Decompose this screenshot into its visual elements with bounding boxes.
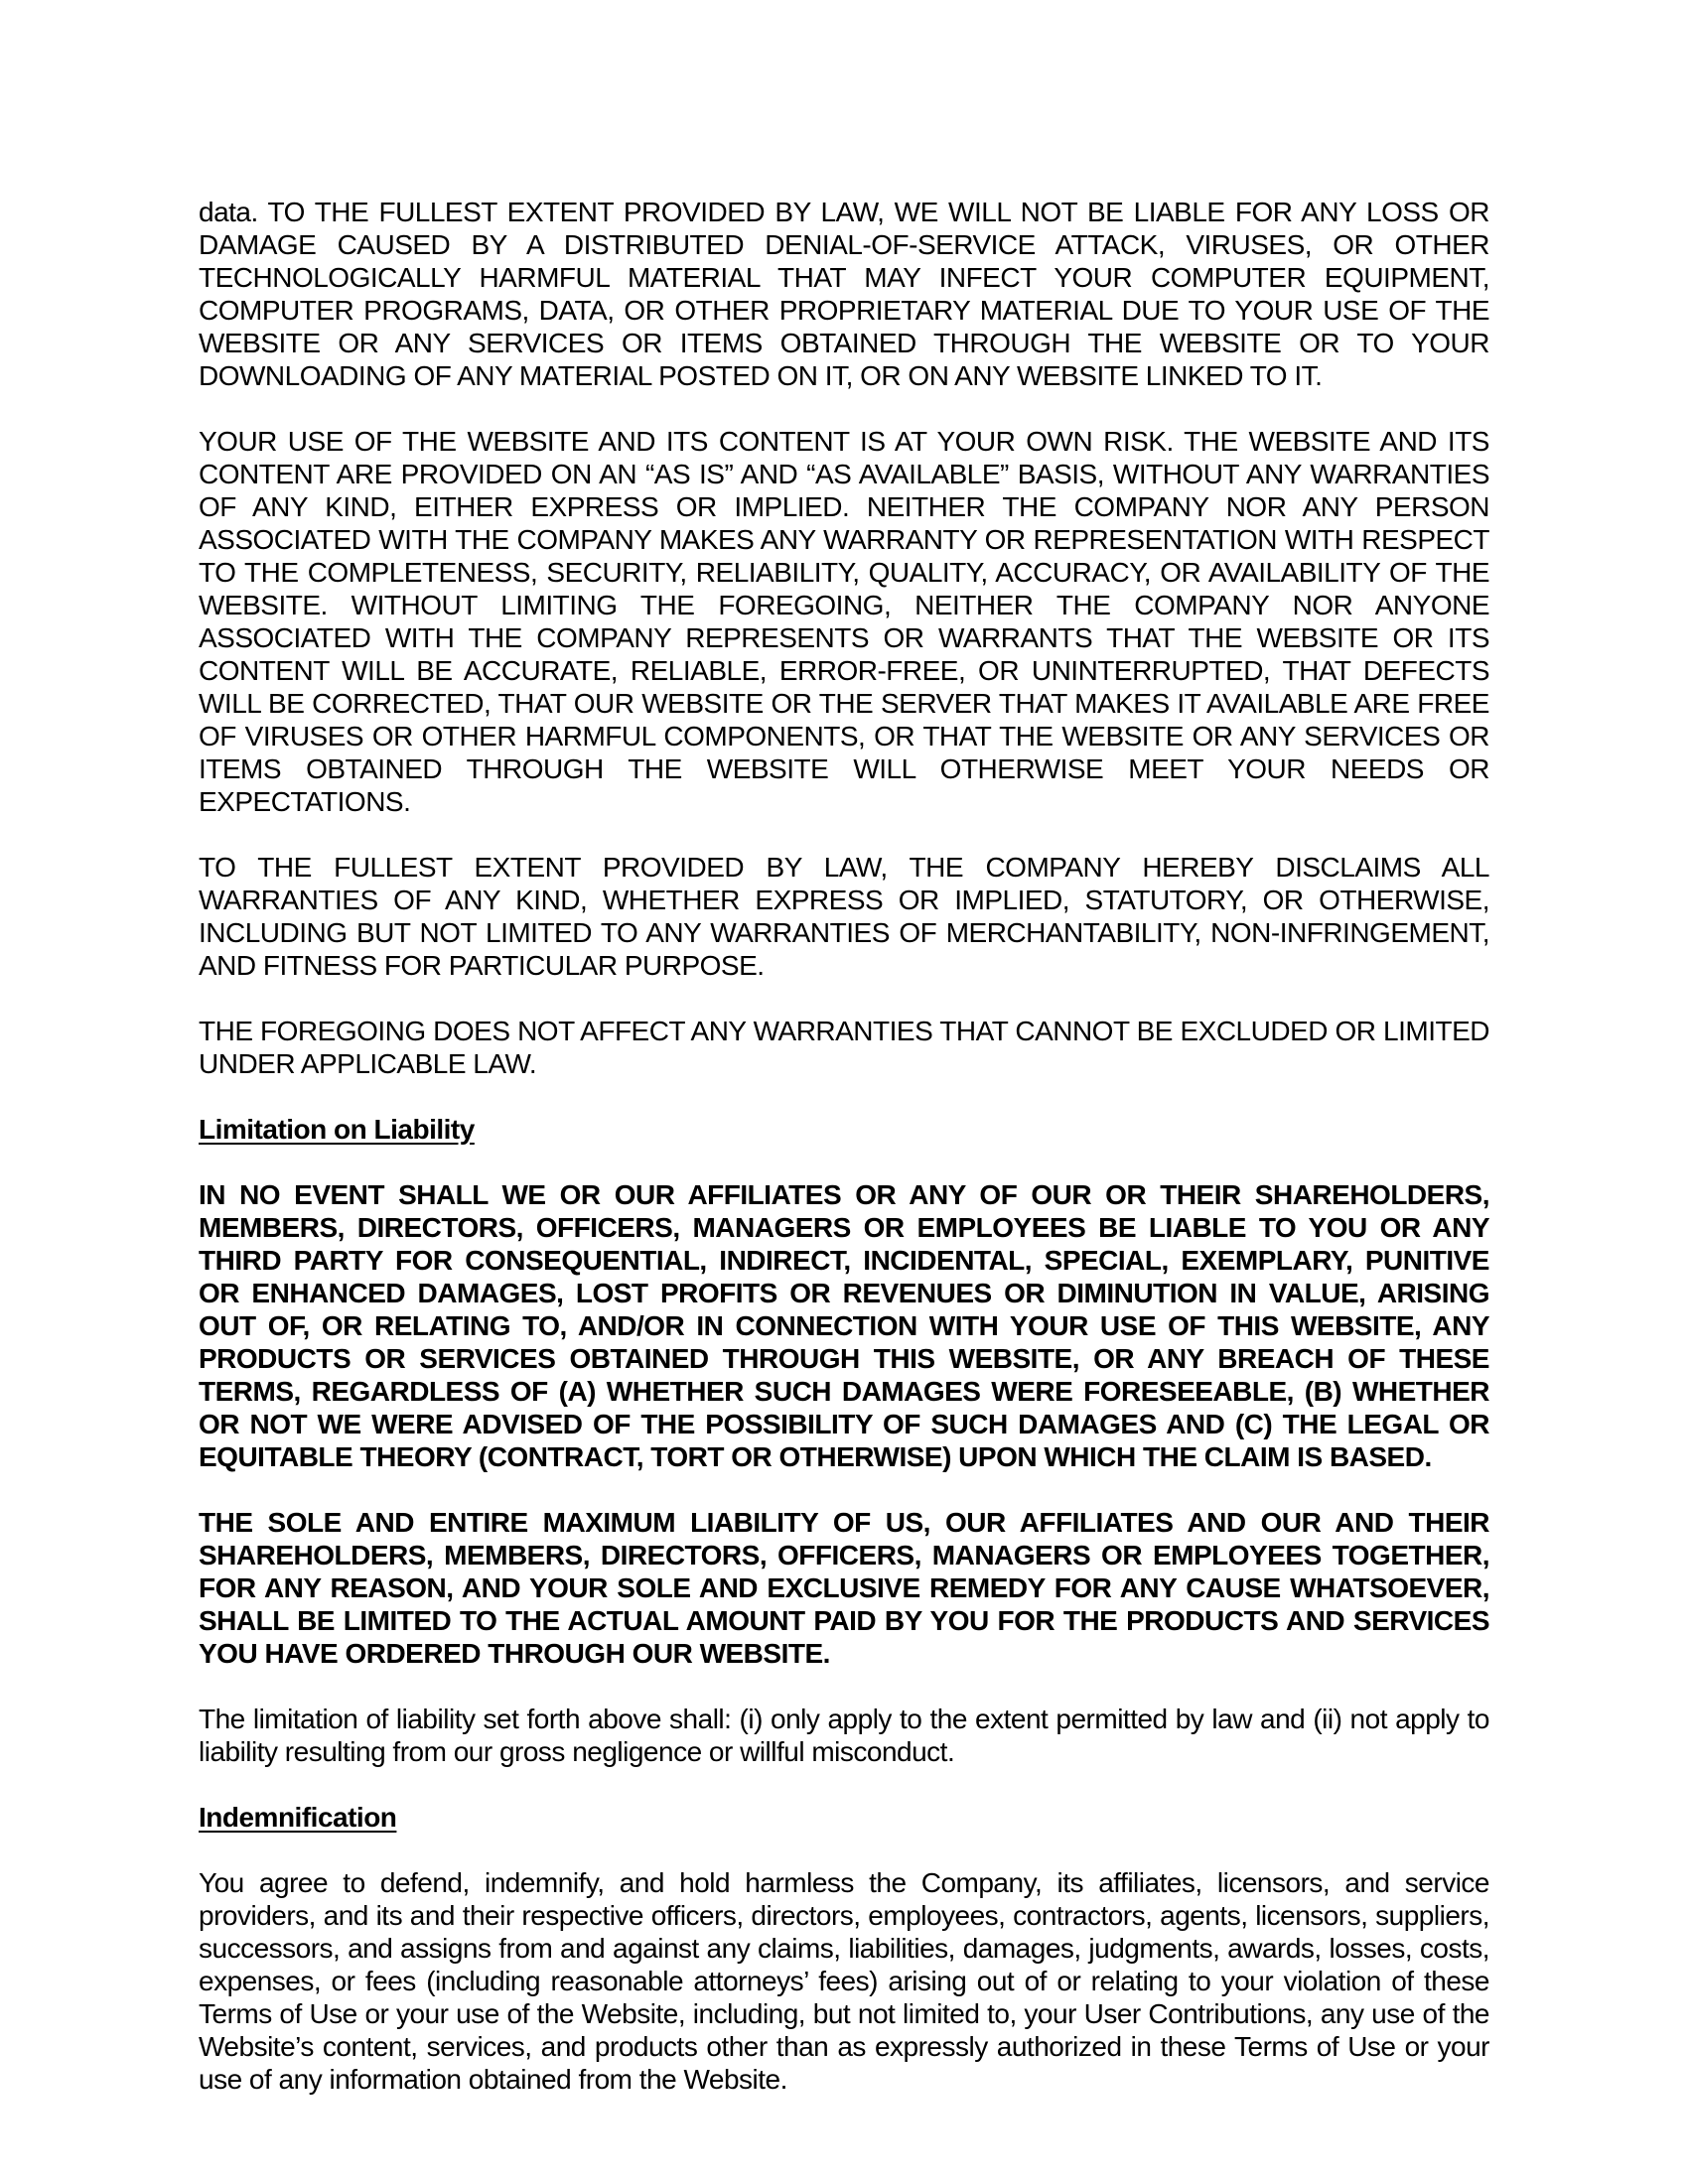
paragraph-no-event-liability: IN NO EVENT SHALL WE OR OUR AFFILIATES OR ANY OF OUR OR THEIR SHAREHOLDERS, MEMBERS, DIRECTORS, OFFICERS, MANAGERS OR EMPLOYEES BE LIABLE TO YOU OR ANY THIRD PARTY FOR CONSEQUENTIAL, INDIRECT, INCIDENTAL, SPECIAL, EXEMPLARY, PUNITIVE OR ENHANCED DAMAGES, LOST PROFITS OR REVENUES OR DIMINUTION IN VALUE, ARISING OUT OF, OR RELATING TO, AND/OR IN CONNECTION WITH YOUR USE OF THIS WEBSITE, ANY PRODUCTS OR SERVICES OBTAINED THROUGH THIS WEBSITE, OR ANY BREACH OF THESE TERMS, REGARDLESS OF (A) WHETHER SUCH DAMAGES WERE FORESEEABLE, (B) WHETHER OR NOT WE WERE ADVISED OF THE POSSIBILITY OF SUCH DAMAGES AND (C) THE LEGAL OR EQUITABLE THEORY (CONTRACT, TORT OR OTHERWISE) UPON WHICH THE CLAIM IS BASED. xyxy=(199,1179,1489,1472)
heading-indemnification: Indemnification xyxy=(199,1802,397,1833)
paragraph-warranty-disclaimer: TO THE FULLEST EXTENT PROVIDED BY LAW, THE COMPANY HEREBY DISCLAIMS ALL WARRANTIES OF ANY KIND, WHETHER EXPRESS OR IMPLIED, STATUTORY, OR OTHERWISE, INCLUDING BUT NOT LIMITED TO ANY WARRANTIES OF MERCHANTABILITY, NON-INFRINGEMENT, AND FITNESS FOR PARTICULAR PURPOSE. xyxy=(199,852,1489,981)
terms-of-use-page xyxy=(199,196,1489,2128)
paragraph-damages-disclaimer: data. TO THE FULLEST EXTENT PROVIDED BY LAW, WE WILL NOT BE LIABLE FOR ANY LOSS OR DAMAGE CAUSED BY A DISTRIBUTED DENIAL-OF-SERVICE ATTACK, VIRUSES, OR OTHER TECHNOLOGICALLY HARMFUL MATERIAL THAT MAY INFECT YOUR COMPUTER EQUIPMENT, COMPUTER PROGRAMS, DATA, OR OTHER PROPRIETARY MATERIAL DUE TO YOUR USE OF THE WEBSITE OR ANY SERVICES OR ITEMS OBTAINED THROUGH THE WEBSITE OR TO YOUR DOWNLOADING OF ANY MATERIAL POSTED ON IT, OR ON ANY WEBSITE LINKED TO IT. xyxy=(199,197,1489,391)
paragraph-as-is-disclaimer: YOUR USE OF THE WEBSITE AND ITS CONTENT IS AT YOUR OWN RISK. THE WEBSITE AND ITS CONTENT ARE PROVIDED ON AN “AS IS” AND “AS AVAILABLE” BASIS, WITHOUT ANY WARRANTIES OF ANY KIND, EITHER EXPRESS OR IMPLIED. NEITHER THE COMPANY NOR ANY PERSON ASSOCIATED WITH THE COMPANY MAKES ANY WARRANTY OR REPRESENTATION WITH RESPECT TO THE COMPLETENESS, SECURITY, RELIABILITY, QUALITY, ACCURACY, OR AVAILABILITY OF THE WEBSITE. WITHOUT LIMITING THE FOREGOING, NEITHER THE COMPANY NOR ANYONE ASSOCIATED WITH THE COMPANY REPRESENTS OR WARRANTS THAT THE WEBSITE OR ITS CONTENT WILL BE ACCURATE, RELIABLE, ERROR-FREE, OR UNINTERRUPTED, THAT DEFECTS WILL BE CORRECTED, THAT OUR WEBSITE OR THE SERVER THAT MAKES IT AVAILABLE ARE FREE OF VIRUSES OR OTHER HARMFUL COMPONENTS, OR THAT THE WEBSITE OR ANY SERVICES OR ITEMS OBTAINED THROUGH THE WEBSITE WILL OTHERWISE MEET YOUR NEEDS OR EXPECTATIONS. xyxy=(199,426,1489,817)
paragraph-maximum-liability: THE SOLE AND ENTIRE MAXIMUM LIABILITY OF US, OUR AFFILIATES AND OUR AND THEIR SHAREHOLDERS, MEMBERS, DIRECTORS, OFFICERS, MANAGERS OR EMPLOYEES TOGETHER, FOR ANY REASON, AND YOUR SOLE AND EXCLUSIVE REMEDY FOR ANY CAUSE WHATSOEVER, SHALL BE LIMITED TO THE ACTUAL AMOUNT PAID BY YOU FOR THE PRODUCTS AND SERVICES YOU HAVE ORDERED THROUGH OUR WEBSITE. xyxy=(199,1507,1489,1669)
paragraph-limitation-scope: The limitation of liability set forth above shall: (i) only apply to the extent permitted by law and (ii) not apply to liability resulting from our gross negligence or willful misconduct. xyxy=(199,1704,1489,1767)
heading-limitation-on-liability: Limitation on Liability xyxy=(199,1114,475,1145)
paragraph-indemnification-obligation: You agree to defend, indemnify, and hold harmless the Company, its affiliates, licensors, and service providers, and its and their respective officers, directors, employees, contractors, agents, licensors, suppliers, successors, and assigns from and against any claims, liabilities, damages, judgments, awards, losses, costs, expenses, or fees (including reasonable attorneys’ fees) arising out of or relating to your violation of these Terms of Use or your use of the Website, including, but not limited to, your User Contributions, any use of the Website’s content, services, and products other than as expressly authorized in these Terms of Use or your use of any information obtained from the Website. xyxy=(199,1867,1489,2095)
paragraph-foregoing-warranties: THE FOREGOING DOES NOT AFFECT ANY WARRANTIES THAT CANNOT BE EXCLUDED OR LIMITED UNDER APPLICABLE LAW. xyxy=(199,1016,1489,1079)
